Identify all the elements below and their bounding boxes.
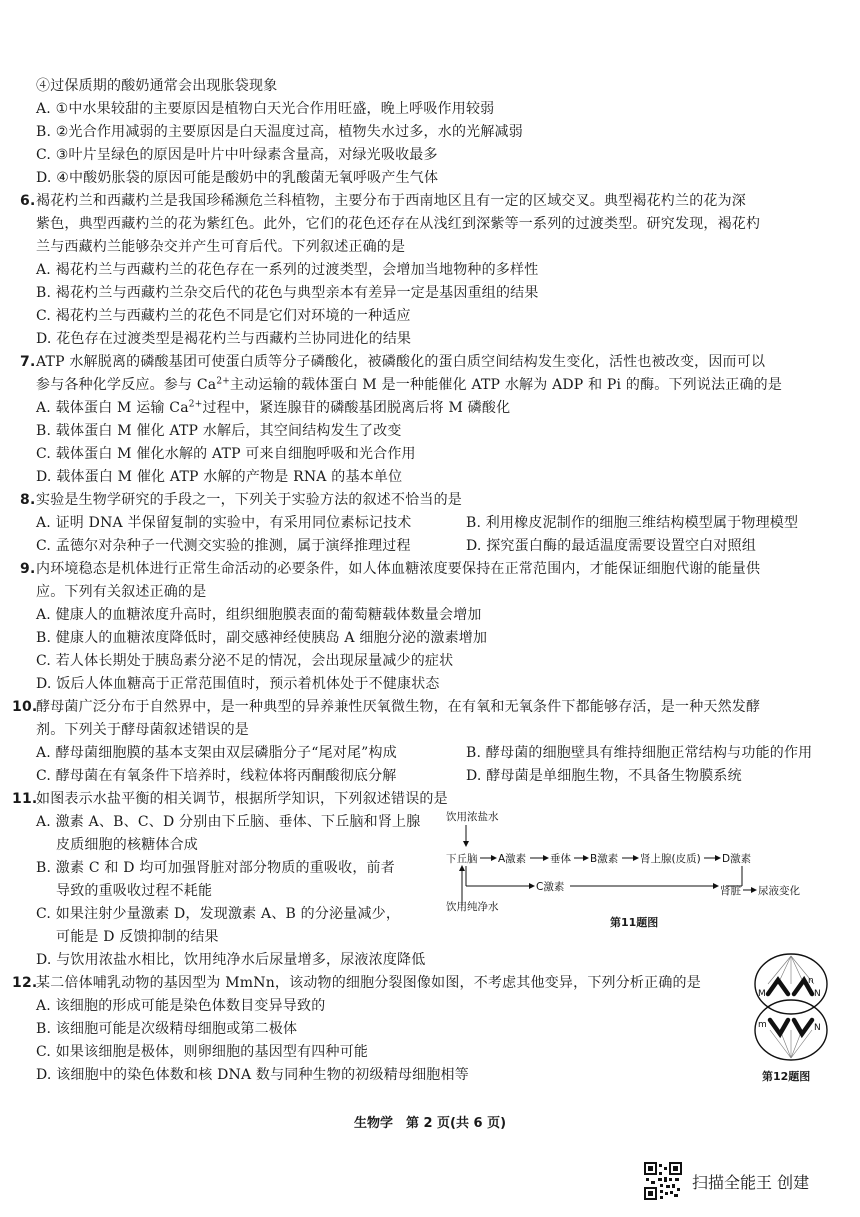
q8-stem: 实验是生物学研究的手段之一，下列关于实验方法的叙述不恰当的是: [36, 492, 462, 508]
hormone-c-label: C激素: [536, 881, 565, 893]
q10-option-a: A. 酵母菌细胞膜的基本支架由双层磷脂分子“尾对尾”构成: [36, 745, 397, 761]
gene-m-upper: M: [758, 989, 766, 999]
hormone-b-label: B激素: [590, 853, 619, 865]
q6-stem-2: 紫色，典型西藏杓兰的花为紫红色。此外，它们的花色还存在从浅红到深紫等一系列的过渡类型。研究发现，褐花杓: [36, 216, 761, 232]
q11-option-c-line1: C. 如果注射少量激素 D，发现激素 A、B 的分泌量减少，: [36, 906, 401, 922]
adrenal-label: 肾上腺(皮质): [640, 853, 701, 865]
q11-number: 11.: [12, 791, 38, 807]
q10-option-d: D. 酵母菌是单细胞生物，不具备生物膜系统: [466, 768, 742, 784]
q12-number: 12.: [12, 975, 38, 991]
q7-option-d: D. 载体蛋白 M 催化 ATP 水解的产物是 RNA 的基本单位: [36, 469, 403, 485]
q10-option-b: B. 酵母菌的细胞壁具有维持细胞正常结构与功能的作用: [466, 745, 813, 761]
q7-option-b: B. 载体蛋白 M 催化 ATP 水解后，其空间结构发生了改变: [36, 423, 402, 439]
q10-number: 10.: [12, 699, 38, 715]
q12-option-c: C. 如果该细胞是极体，则卵细胞的基因型有四种可能: [36, 1044, 369, 1060]
hormone-a-label: A激素: [498, 853, 527, 865]
q11-option-d: D. 与饮用浓盐水相比，饮用纯净水后尿量增多，尿液浓度降低: [36, 952, 426, 968]
q11-option-a-line1: A. 激素 A、B、C、D 分别由下丘脑、垂体、下丘脑和肾上腺: [36, 814, 421, 830]
q5-option-a: A. ①中水果较甜的主要原因是植物白天光合作用旺盛，晚上呼吸作用较弱: [36, 101, 495, 117]
q7-number: 7.: [20, 354, 36, 370]
q5-item-4: ④过保质期的酸奶通常会出现胀袋现象: [36, 78, 278, 94]
q6-number: 6.: [20, 193, 36, 209]
q10-option-c: C. 酵母菌在有氧条件下培养时，线粒体将丙酮酸彻底分解: [36, 768, 397, 784]
q8-number: 8.: [20, 492, 36, 508]
q6-stem-3: 兰与西藏杓兰能够杂交并产生可育后代。下列叙述正确的是: [36, 239, 406, 255]
q9-option-d: D. 饭后人体血糖高于正常范围值时，预示着机体处于不健康状态: [36, 676, 440, 692]
q9-option-c: C. 若人体长期处于胰岛素分泌不足的情况，会出现尿量减少的症状: [36, 653, 454, 669]
q11-option-b-line1: B. 激素 C 和 D 均可加强肾脏对部分物质的重吸收，前者: [36, 860, 395, 876]
q6-option-a: A. 褐花杓兰与西藏杓兰的花色存在一系列的过渡类型，会增加当地物种的多样性: [36, 262, 539, 278]
q11-option-b-line2: 导致的重吸收过程不耗能: [56, 883, 213, 899]
salt-water-label: 饮用浓盐水: [446, 811, 499, 823]
gene-m-lower: m: [758, 1020, 767, 1030]
q12-cell-diagram: [748, 950, 834, 1068]
q12-stem: 某二倍体哺乳动物的基因型为 MmNn，该动物的细胞分裂图像如图，不考虑其他变异，下列分析正确的是: [36, 975, 701, 991]
scanner-watermark-text: 扫描全能王 创建: [692, 1173, 810, 1192]
q11-stem: 如图表示水盐平衡的相关调节，根据所学知识，下列叙述错误的是: [36, 791, 448, 807]
q10-stem-1: 酵母菌广泛分布于自然界中，是一种典型的异养兼性厌氧微生物，在有氧和无氧条件下都能够存活，是一种天然发酵: [36, 699, 761, 715]
q6-stem-1: 褐花杓兰和西藏杓兰是我国珍稀濒危兰科植物，主要分布于西南地区且有一定的区域交叉。典型褐花杓兰的花为深: [36, 193, 746, 209]
q8-option-a: A. 证明 DNA 半保留复制的实验中，有采用同位素标记技术: [36, 515, 412, 531]
q12-option-d: D. 该细胞中的染色体数和核 DNA 数与同种生物的初级精母细胞相等: [36, 1067, 469, 1083]
q9-stem-2: 应。下列有关叙述正确的是: [36, 584, 207, 600]
scanner-watermark: [644, 1160, 844, 1200]
q11-option-a-line2: 皮质细胞的核糖体合成: [56, 837, 198, 853]
q6-option-c: C. 褐花杓兰与西藏杓兰的花色不同是它们对环境的一种适应: [36, 308, 411, 324]
q12-figure-caption: 第12题图: [762, 1070, 811, 1083]
q7-stem-1: ATP 水解脱离的磷酸基团可使蛋白质等分子磷酸化，被磷酸化的蛋白质空间结构发生变化，活性也被改变，因而可以: [36, 354, 766, 370]
q10-stem-2: 剂。下列关于酵母菌叙述错误的是: [36, 722, 249, 738]
q12-option-a: A. 该细胞的形成可能是染色体数目变异导致的: [36, 998, 326, 1014]
page-footer: 生物学 第 2 页(共 6 页): [353, 1116, 507, 1131]
q9-option-b: B. 健康人的血糖浓度降低时，副交感神经使胰岛 A 细胞分泌的激素增加: [36, 630, 488, 646]
qr-code-icon: [644, 1162, 682, 1200]
q9-option-a: A. 健康人的血糖浓度升高时，组织细胞膜表面的葡萄糖载体数量会增加: [36, 607, 482, 623]
gene-n-lower-top: n: [808, 976, 814, 986]
kidney-label: 肾脏: [720, 885, 741, 897]
q7-stem-2: 参与各种化学反应。参与 $Ca^{2+}$主动运输的载体蛋白 M 是一种能催化 ATP 水解为 ADP 和 Pi 的酶。下列说法正确的是: [36, 376, 783, 393]
q5-option-d: D. ④中酸奶胀袋的原因可能是酸奶中的乳酸菌无氧呼吸产生气体: [36, 170, 439, 186]
q11-option-c-line2: 可能是 D 反馈抑制的结果: [56, 929, 219, 945]
q8-option-d: D. 探究蛋白酶的最适温度需要设置空白对照组: [466, 538, 757, 554]
q5-option-c: C. ③叶片呈绿色的原因是叶片中叶绿素含量高，对绿光吸收最多: [36, 147, 438, 163]
q11-figure-caption: 第11题图: [610, 916, 659, 929]
pure-water-label: 饮用纯净水: [446, 901, 499, 913]
q6-option-b: B. 褐花杓兰与西藏杓兰杂交后代的花色与典型亲本有差异一定是基因重组的结果: [36, 285, 539, 301]
q5-option-b: B. ②光合作用减弱的主要原因是白天温度过高，植物失水过多，水的光解减弱: [36, 124, 523, 140]
q12-option-b: B. 该细胞可能是次级精母细胞或第二极体: [36, 1021, 298, 1037]
hormone-d-label: D激素: [722, 853, 752, 865]
q9-stem-1: 内环境稳态是机体进行正常生命活动的必要条件，如人体血糖浓度要保持在正常范围内，才能保证细胞代谢的能量供: [36, 561, 761, 577]
q9-number: 9.: [20, 561, 36, 577]
gene-n-upper: N: [814, 989, 821, 999]
urine-label: 尿液变化: [758, 885, 800, 897]
q8-option-b: B. 利用橡皮泥制作的细胞三维结构模型属于物理模型: [466, 515, 799, 531]
q7-option-a: A. 载体蛋白 M 运输 $Ca^{2+}$过程中，紧连腺苷的磷酸基团脱离后将 M 磷酸化: [36, 399, 511, 416]
q6-option-d: D. 花色存在过渡类型是褐花杓兰与西藏杓兰协同进化的结果: [36, 331, 412, 347]
q8-option-c: C. 孟德尔对杂种子一代测交实验的推测，属于演绎推理过程: [36, 538, 411, 554]
hypothalamus-label: 下丘脑: [446, 853, 478, 865]
gene-n-upper-bottom: N: [814, 1023, 821, 1033]
q7-option-c: C. 载体蛋白 M 催化水解的 ATP 可来自细胞呼吸和光合作用: [36, 446, 416, 462]
pituitary-label: 垂体: [550, 853, 571, 865]
